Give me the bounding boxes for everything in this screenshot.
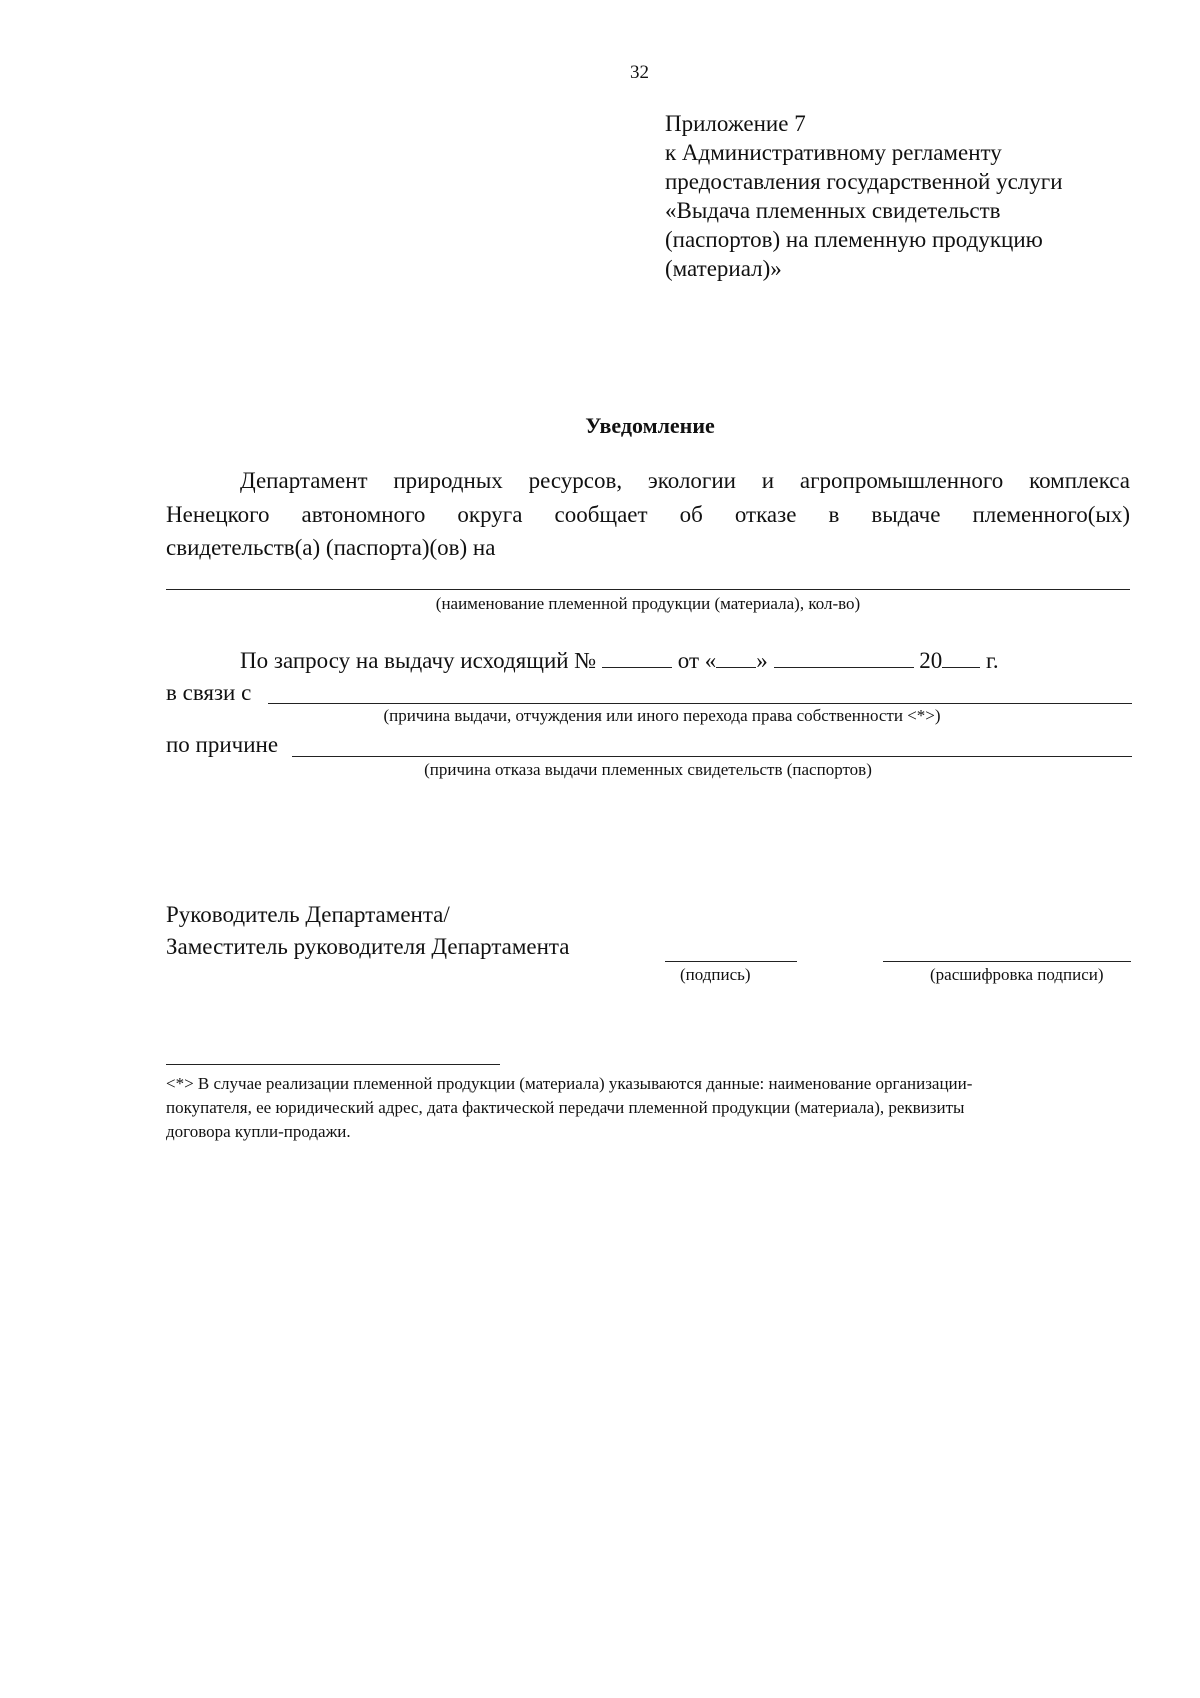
- body-line-2: Ненецкого автономного округа сообщает об отказе в выдаче племенного(ых): [166, 502, 1130, 527]
- signature-decode-caption: (расшифровка подписи): [930, 965, 1104, 984]
- reason-label: по причине: [166, 732, 279, 757]
- footnote: [166, 1072, 1130, 1144]
- signature-decode-line[interactable]: [883, 961, 1131, 962]
- annex-line: Приложение 7: [665, 111, 806, 136]
- in-connection-line[interactable]: [268, 703, 1132, 704]
- footnote-line: покупателя, ее юридический адрес, дата фактической передачи племенной продукции (материала), реквизиты: [166, 1098, 965, 1117]
- annex-line: предоставления государственной услуги: [665, 169, 1063, 194]
- request-year-suffix: г.: [986, 648, 999, 673]
- request-day-field[interactable]: [716, 666, 756, 668]
- reason-refusal-caption: (причина отказа выдачи племенных свидетельств (паспортов): [424, 760, 872, 779]
- in-connection-label: в связи с: [166, 680, 252, 705]
- request-year-prefix: 20: [919, 648, 943, 673]
- request-quote-close: »: [756, 648, 768, 673]
- page-number: 32: [630, 62, 649, 83]
- annex-line: (материал)»: [665, 256, 782, 281]
- footnote-line: договора купли-продажи.: [166, 1122, 351, 1141]
- body-line-1: Департамент природных ресурсов, экологии и агропромышленного комплекса: [240, 468, 1130, 493]
- footnote-line: <*> В случае реализации племенной продукции (материала) указываются данные: наименование организации-: [166, 1074, 973, 1093]
- reason-line[interactable]: [292, 756, 1132, 757]
- signature-caption: (подпись): [680, 965, 751, 984]
- request-number-field[interactable]: [602, 666, 672, 668]
- document-title: Уведомление: [585, 413, 715, 438]
- product-caption: (наименование племенной продукции (материала), кол-во): [435, 594, 861, 613]
- request-prefix: По запросу на выдачу исходящий №: [240, 648, 597, 673]
- signature-line[interactable]: [665, 961, 797, 962]
- request-month-field[interactable]: [774, 666, 914, 668]
- annex-line: (паспортов) на племенную продукцию: [665, 227, 1043, 252]
- request-year-field[interactable]: [942, 666, 980, 668]
- body-line-3: свидетельств(а) (паспорта)(ов) на: [166, 535, 496, 560]
- annex-line: к Административному регламенту: [665, 140, 1002, 165]
- request-from: от «: [677, 648, 717, 673]
- footnote-separator: [166, 1064, 500, 1065]
- signer-title-1: Руководитель Департамента/: [166, 902, 450, 927]
- request-line: [240, 648, 999, 674]
- product-name-line: [166, 589, 1130, 590]
- signer-title-2: Заместитель руководителя Департамента: [166, 934, 570, 959]
- annex-line: «Выдача племенных свидетельств: [665, 198, 1001, 223]
- annex-header: [665, 109, 1063, 283]
- reason-issue-caption: (причина выдачи, отчуждения или иного перехода права собственности <*>): [383, 706, 941, 725]
